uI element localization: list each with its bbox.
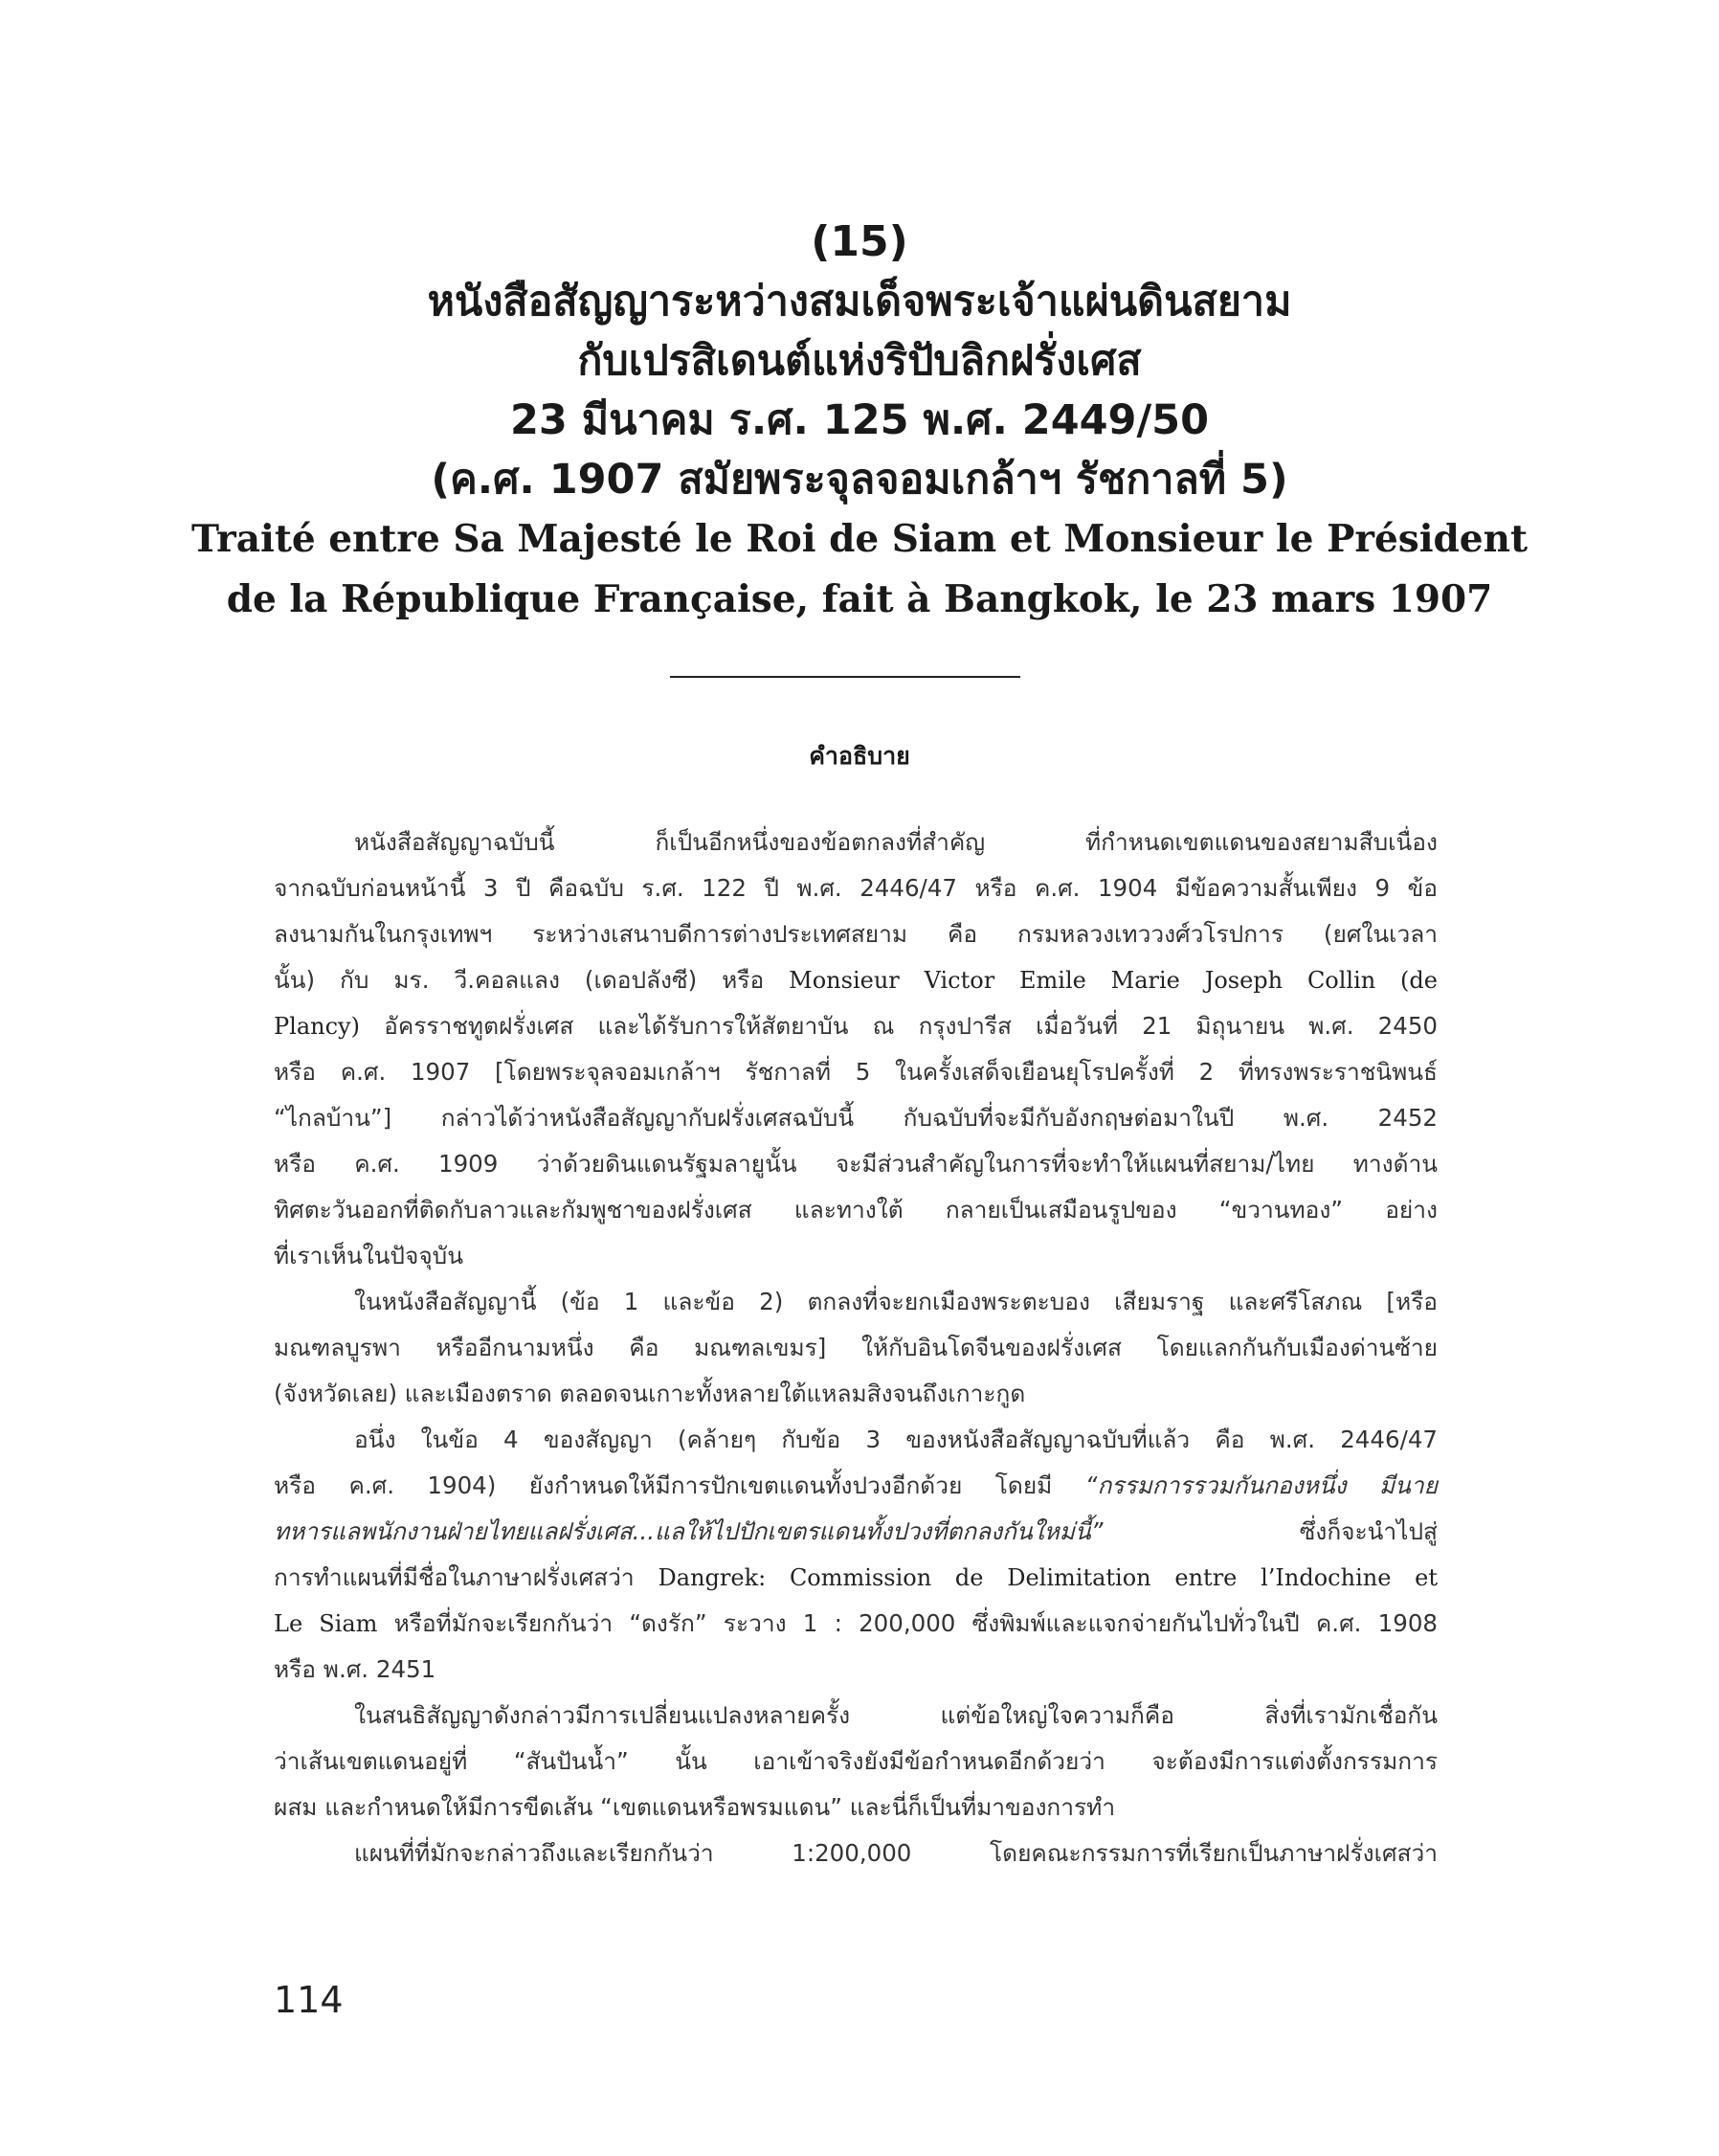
body-text: หรือ ค.ศ. 1904) ยังกำหนดให้มีการปักเขตแดนทั้งปวงอีกด้วย โดยมี <box>274 1471 1085 1499</box>
body-line: หรือ ค.ศ. 1907 [โดยพระจุลจอมเกล้าฯ รัชกาลที่ 5 ในครั้งเสด็จเยือนยุโรปครั้งที่ 2 ที่ทรงพระราชนิพนธ์ <box>274 1058 1438 1086</box>
heading-divider <box>670 676 1020 678</box>
body-line: “ไกลบ้าน”] กล่าวได้ว่าหนังสือสัญญากับฝรั่งเศสฉบับนี้ กับฉบับที่จะมีกับอังกฤษต่อมาในปี พ.ศ. 2452 <box>274 1104 1438 1132</box>
body-text: หรือที่มักจะเรียกกันว่า “ดงรัก” ระวาง 1 : 200,000 ซึ่งพิมพ์และแจกจ่ายกันไปทั่วในปี ค.ศ. 1908 <box>377 1609 1439 1637</box>
treaty-era-line: (ค.ศ. 1907 สมัยพระจุลจอมเกล้าฯ รัชกาลที่ 5) <box>431 456 1288 504</box>
treaty-heading <box>0 213 1719 630</box>
french-name: Monsieur Victor Emile Marie Joseph Collin (de <box>789 967 1438 994</box>
treaty-quote: “กรรมการรวมกันกองหนึ่ง มีนาย <box>1084 1471 1438 1499</box>
body-line: ในหนังสือสัญญานี้ (ข้อ 1 และข้อ 2) ตกลงที่จะยกเมืองพระตะบอง เสียมราฐ และศรีโสภณ [หรือ <box>354 1288 1438 1315</box>
body-line: มณฑลบูรพา หรืออีกนามหนึ่ง คือ มณฑลเขมร] ให้กับอินโดจีนของฝรั่งเศส โดยแลกกันกับเมืองด่านซ้าย <box>274 1334 1438 1361</box>
body-text: อัครราชทูตฝรั่งเศส และได้รับการให้สัตยาบัน ณ กรุงปารีส เมื่อวันที่ 21 มิถุนายน พ.ศ. 2450 <box>359 1012 1438 1040</box>
body-line: ในสนธิสัญญาดังกล่าวมีการเปลี่ยนแปลงหลายครั้ง แต่ข้อใหญ่ใจความก็คือ สิ่งที่เรามักเชื่อกัน <box>354 1701 1438 1729</box>
body-line <box>274 1601 1438 1647</box>
body-line: จากฉบับก่อนหน้านี้ 3 ปี คือฉบับ ร.ศ. 122 ปี พ.ศ. 2446/47 หรือ ค.ศ. 1904 มีข้อความสั้นเพียง 9 ข้อ <box>274 874 1438 902</box>
french-map-title: Dangrek: Commission de Delimitation entre l’Indochine et <box>658 1564 1439 1591</box>
body-line: ที่เราเห็นในปัจจุบัน <box>274 1242 463 1269</box>
french-map-title: Le Siam <box>274 1610 378 1637</box>
body-line: ทิศตะวันออกที่ติดกับลาวและกัมพูชาของฝรั่งเศส และทางใต้ กลายเป็นเสมือนรูปของ “ขวานทอง” อย่าง <box>274 1196 1438 1224</box>
body-line <box>274 1555 1438 1601</box>
french-title-line-1: Traité entre Sa Majesté le Roi de Siam et Monsieur le Président <box>191 517 1528 561</box>
body-line <box>274 1463 1438 1509</box>
body-line: หนังสือสัญญาฉบับนี้ ก็เป็นอีกหนึ่งของข้อตกลงที่สำคัญ ที่กำหนดเขตแดนของสยามสืบเนื่อง <box>354 828 1438 856</box>
treaty-date-line: 23 มีนาคม ร.ศ. 125 พ.ศ. 2449/50 <box>509 396 1210 444</box>
section-title: คำอธิบาย <box>809 742 910 770</box>
page-number: 114 <box>274 1979 344 2021</box>
body-line <box>274 1509 1438 1555</box>
body-line <box>274 1003 1438 1049</box>
body-line: อนึ่ง ในข้อ 4 ของสัญญา (คล้ายๆ กับข้อ 3 ของหนังสือสัญญาฉบับที่แล้ว คือ พ.ศ. 2446/47 <box>354 1426 1438 1453</box>
body-line: ลงนามกันในกรุงเทพฯ ระหว่างเสนาบดีการต่างประเทศสยาม คือ กรมหลวงเทววงศ์วโรปการ (ยศในเวลา <box>274 920 1438 948</box>
body-line: หรือ พ.ศ. 2451 <box>274 1655 436 1683</box>
body-line: หรือ ค.ศ. 1909 ว่าด้วยดินแดนรัฐมลายูนั้น จะมีส่วนสำคัญในการที่จะทำให้แผนที่สยาม/ไทย ทางด้าน <box>274 1150 1438 1178</box>
body-line: ว่าเส้นเขตแดนอยู่ที่ “สันปันน้ำ” นั้น เอาเข้าจริงยังมีข้อกำหนดอีกด้วยว่า จะต้องมีการแต่งตั้งกรรมการ <box>274 1747 1438 1775</box>
body-text: การทำแผนที่มีชื่อในภาษาฝรั่งเศสว่า <box>274 1563 659 1591</box>
french-title-line-2: de la République Française, fait à Bangkok, le 23 mars 1907 <box>226 577 1493 621</box>
explanation-body <box>274 820 1438 1876</box>
body-text: ซึ่งก็จะนำไปสู่ <box>1103 1517 1438 1545</box>
body-text: นั้น) กับ มร. วี.คอลแลง (เดอปลังซี) หรือ <box>274 966 790 994</box>
body-line <box>274 957 1438 1003</box>
document-number: (15) <box>811 217 908 266</box>
french-name: Plancy) <box>274 1013 360 1040</box>
treaty-quote: ทหารแลพนักงานฝ่ายไทยแลฝรั่งเศส...แลให้ไปปักเขตรแดนทั้งปวงที่ตกลงกันใหม่นี้” <box>274 1517 1104 1545</box>
thai-title-line-2: กับเปรสิเดนต์แห่งริปับลิกฝรั่งเศส <box>577 337 1142 385</box>
thai-title-line-1: หนังสือสัญญาระหว่างสมเด็จพระเจ้าแผ่นดินสยาม <box>427 278 1292 326</box>
body-line: ผสม และกำหนดให้มีการขีดเส้น “เขตแดนหรือพรมแดน” และนี่ก็เป็นที่มาของการทำ <box>274 1793 1116 1821</box>
body-line: แผนที่ที่มักจะกล่าวถึงและเรียกกันว่า 1:200,000 โดยคณะกรรมการที่เรียกเป็นภาษาฝรั่งเศสว่า <box>354 1839 1438 1867</box>
body-line: (จังหวัดเลย) และเมืองตราด ตลอดจนเกาะทั้งหลายใต้แหลมสิงจนถึงเกาะกูด <box>274 1380 1026 1407</box>
